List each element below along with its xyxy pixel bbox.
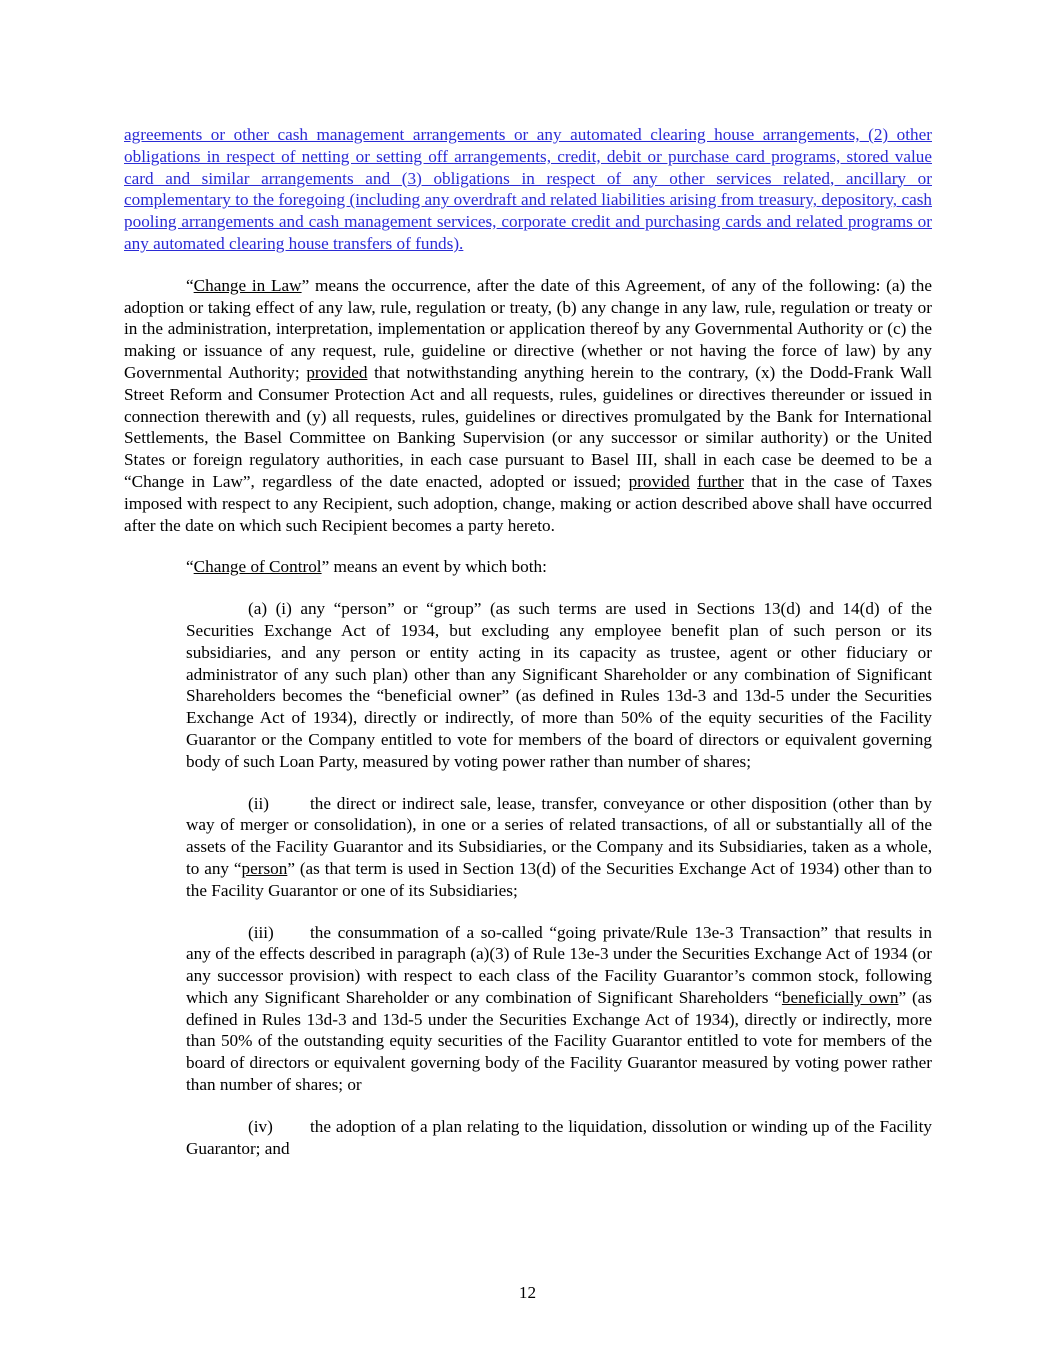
clause-number: (iii) [248,922,274,942]
clause-iii: (iii) the consummation of a so-called “going private/Rule 13e-3 Transaction” that results in any of the effects described in paragraph (a)(3) of Rule 13e-3 under the Securities Exchange Act of 1934 (or any successor provision) with respect to each class of the Facility Guarantor’s common stock, following which any Significant Shareholder or any combination of Significant Shareholders “beneficially own” (as defined in Rules 13d-3 and 13d-5 under the Securities Exchange Act of 1934), directly or indirectly, more than 50% of the outstanding equity securities of the Facility Guarantor entitled to vote for members of the board of directors or equivalent governing body of the Facility Guarantor measured by voting power rather than number of shares; or [186,922,933,1095]
change-in-law-definition: “Change in Law” means the occurrence, after the date of this Agreement, of any of the following: (a) the adoption or taking effect of any law, rule, regulation or treaty, (b) any change in any law, rule, regulation or treaty or in the administration, interpretation, implementation or application thereof by any Governmental Authority or (c) the making or issuance of any request, rule, guideline or directive (whether or not having the force of law) by any Governmental Authority; provided that notwithstanding anything herein to the contrary, (x) the Dodd-Frank Wall Street Reform and Consumer Protection Act and all requests, rules, guidelines or directives thereunder or issued in connection therewith and (y) all requests, rules, guidelines or directives promulgated by the Bank for International Settlements, the Basel Committee on Banking Supervision (or any successor or similar authority) or the United States or foreign regulatory authorities, in each case pursuant to Basel III, shall in each case be deemed to be a “Change in Law”, regardless of the date enacted, adopted or issued; provided further that in the case of Taxes imposed with respect to any Recipient, such adoption, change, making or action described above shall have occurred after the date on which such Recipient becomes a party hereto. [124,275,933,535]
clause-number: (iv) [248,1116,273,1136]
defined-term-person: person [241,858,288,878]
document-page [124,124,932,1159]
defined-term-change-of-control: Change of Control [193,557,322,577]
inserted-paragraph [124,124,932,255]
change-of-control-definition: “Change of Control” means an event by which both: [186,557,547,577]
provided-term: provided [306,362,368,382]
clause-iv: (iv) the adoption of a plan relating to the liquidation, dissolution or winding up of the Facility Guarantor; and [186,1116,932,1158]
provided-term-2: provided [628,471,690,491]
clause-number: (ii) [248,793,269,813]
page-number: 12 [518,1283,537,1302]
defined-term-change-in-law: Change in Law [193,275,302,295]
inserted-text: agreements or other cash management arrangements or any automated clearing house arrangements, (2) other obligations in respect of netting or setting off arrangements, credit, debit or purchase card programs, stored value card and similar arrangements and (3) obligations in respect of any other services related, ancillary or complementary to the foregoing (including any overdraft and related liabilities arising from treasury, depository, cash pooling arrangements and cash management services, corporate credit and purchasing cards and related programs or any automated clearing house transfers of funds). [124,125,932,253]
defined-term-beneficially-own: beneficially own [781,987,899,1007]
clause-a-i: (a) (i) any “person” or “group” (as such terms are used in Sections 13(d) and 14(d) of the Securities Exchange Act of 1934, but excluding any employee benefit plan of such person or its subsidiaries, and any person or entity acting in its capacity as trustee, agent or other fiduciary or administrator of any such plan) other than any Significant Shareholder or any combination of Significant Shareholders becomes the “beneficial owner” (as defined in Rules 13d-3 and 13d-5 under the Securities Exchange Act of 1934), directly or indirectly, of more than 50% of the equity securities of the Facility Guarantor or the Company entitled to vote for members of the board of directors or equivalent governing body of such Loan Party, measured by voting power rather than number of shares; [186,599,932,771]
clause-ii: (ii) the direct or indirect sale, lease, transfer, conveyance or other disposition (other than by way of merger or consolidation), in one or a series of related transactions, of all or substantially all of the assets of the Facility Guarantor and its Subsidiaries, or the Company and its Subsidiaries, taken as a whole, to any “person” (as that term is used in Section 13(d) of the Securities Exchange Act of 1934) other than to the Facility Guarantor or one of its Subsidiaries; [186,793,932,900]
further-term: further [697,471,744,491]
